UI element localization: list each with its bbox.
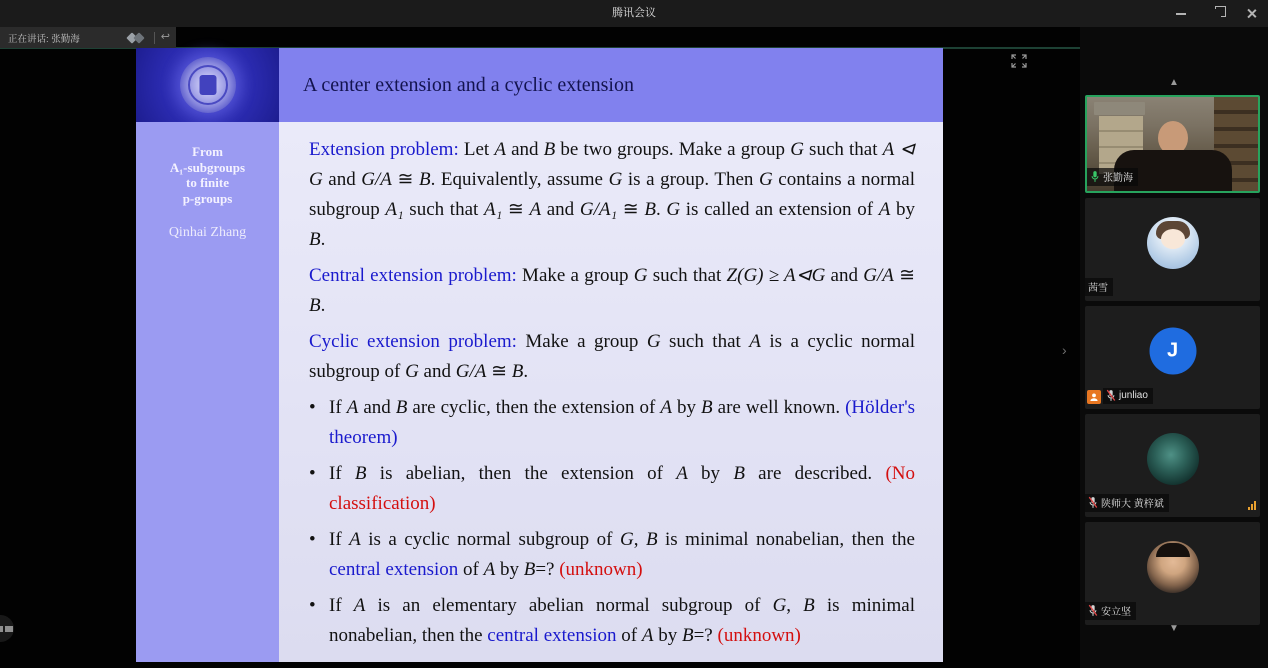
- slide-content: [279, 122, 943, 662]
- active-speaker-bar: [0, 27, 176, 48]
- bullet-text: If A is an elementary abelian normal subgroup of G, B is minimal nonabelian, then the central extension of A by B=? (unknown): [329, 595, 916, 646]
- slide-paragraph: Cyclic extension problem: Make a group G such that A is a cyclic normal subgroup of G and G/A ≅ B.: [309, 331, 915, 382]
- mic-muted-icon: [1106, 389, 1116, 402]
- slide-sidebar: [136, 122, 279, 662]
- bullet-marker: •: [309, 463, 316, 484]
- slide-paragraph: Extension problem: Let A and B be two groups. Make a group G such that A ⊲ G and G/A ≅ B. Equivalently, assume G is a group. Then G contains a normal subgroup A₁ such that A₁ ≅ A and G/A₁ ≅ B. G is called an extension of A by B.: [309, 139, 916, 250]
- avatar-letter: J: [1166, 339, 1179, 362]
- fullscreen-icon: [1011, 54, 1027, 68]
- participant-label-row: [1085, 278, 1113, 296]
- participant-label: [1085, 602, 1136, 620]
- presentation-slide: [136, 48, 943, 662]
- participant-name: 陕师大 黄梓斌: [1101, 499, 1164, 510]
- participant-label-row: [1085, 388, 1153, 404]
- network-signal-icon: [1248, 501, 1256, 510]
- participant-name: junliao: [1119, 390, 1148, 401]
- shared-screen-stage: [0, 27, 1080, 668]
- slide-titlebar: [279, 48, 943, 122]
- back-arrow-icon[interactable]: ↩: [160, 31, 170, 43]
- active-speaker-label: 正在讲话: 张勤海: [8, 33, 80, 45]
- sidebar-line: From: [192, 144, 223, 159]
- close-button[interactable]: [1244, 7, 1258, 21]
- meeting-logo-icon: [122, 31, 152, 45]
- participant-label-row: [1087, 168, 1138, 186]
- slide-author: Qinhai Zhang: [168, 225, 247, 240]
- restore-button[interactable]: [1209, 7, 1223, 21]
- participant-avatar: [1147, 541, 1199, 593]
- list-icon: [0, 626, 14, 632]
- university-logo: [136, 48, 279, 122]
- slide-bullet: [309, 393, 915, 453]
- participant-tile[interactable]: [1085, 522, 1260, 625]
- slide-bullet: [309, 591, 915, 651]
- close-icon: [1246, 8, 1257, 19]
- slide-bullet: [309, 459, 915, 519]
- participant-tile[interactable]: [1085, 198, 1260, 301]
- participant-avatar: [1147, 217, 1199, 269]
- participant-name: 安立坚: [1101, 607, 1131, 618]
- bullet-marker: •: [309, 595, 316, 616]
- mic-muted-icon: [1088, 604, 1098, 617]
- minimize-icon: [1176, 13, 1186, 15]
- participant-tile[interactable]: [1085, 306, 1260, 409]
- member-list-button[interactable]: [0, 615, 14, 642]
- participant-label: [1087, 168, 1138, 186]
- window-titlebar: [0, 0, 1268, 27]
- participants-panel: [1080, 27, 1268, 668]
- participant-name: 茜雪: [1088, 283, 1108, 294]
- participant-avatar: [1147, 433, 1199, 485]
- divider: [154, 32, 155, 44]
- bullet-text: If A and B are cyclic, then the extension of A by B are well known. (Hölder's theorem): [329, 397, 916, 448]
- panel-expand-handle[interactable]: ›: [1062, 342, 1067, 358]
- bullet-text: If B is abelian, then the extension of A by B are described. (No classification): [329, 463, 915, 514]
- slide-paragraph: Central extension problem: Make a group G such that Z(G) ≥ A⊲G and G/A ≅ B.: [309, 265, 915, 316]
- mic-on-icon: [1090, 170, 1100, 183]
- bullet-marker: •: [309, 397, 316, 418]
- university-seal-icon: [180, 57, 236, 113]
- slide-title: A center extension and a cyclic extension: [303, 73, 634, 96]
- participant-avatar: [1149, 328, 1196, 375]
- bullet-text: If A is a cyclic normal subgroup of G, B is minimal nonabelian, then the central extension of A by B=? (unknown): [329, 529, 915, 580]
- sidebar-line: p-groups: [182, 190, 233, 206]
- restore-icon: [1212, 9, 1221, 18]
- participant-label-row: [1085, 602, 1136, 620]
- person-badge-icon: [1087, 390, 1101, 404]
- collapse-up-icon[interactable]: ▲: [1169, 77, 1179, 88]
- bullet-marker: •: [309, 529, 316, 550]
- window-title: 腾讯会议: [612, 7, 656, 19]
- window-controls: [1174, 0, 1258, 27]
- participant-label: [1085, 494, 1169, 512]
- participant-label: [1085, 278, 1113, 296]
- expand-down-icon[interactable]: ▼: [1169, 623, 1179, 634]
- participant-name: 张勤海: [1103, 173, 1133, 184]
- participant-label: [1103, 388, 1153, 404]
- avatar-hair: [1156, 543, 1190, 557]
- participant-tile[interactable]: [1085, 414, 1260, 517]
- mic-muted-icon: [1088, 496, 1098, 509]
- sidebar-line: A₁-subgroups: [169, 159, 246, 175]
- slide-bullet: [309, 525, 915, 585]
- fullscreen-button[interactable]: [1008, 52, 1030, 70]
- avatar-face: [1161, 229, 1185, 249]
- participant-tile[interactable]: [1085, 95, 1260, 193]
- participant-tiles: [1085, 95, 1260, 630]
- participant-label-row: [1085, 494, 1169, 512]
- sidebar-line: to finite: [186, 175, 229, 190]
- minimize-button[interactable]: [1174, 7, 1188, 21]
- video-scene-books: [1094, 102, 1145, 115]
